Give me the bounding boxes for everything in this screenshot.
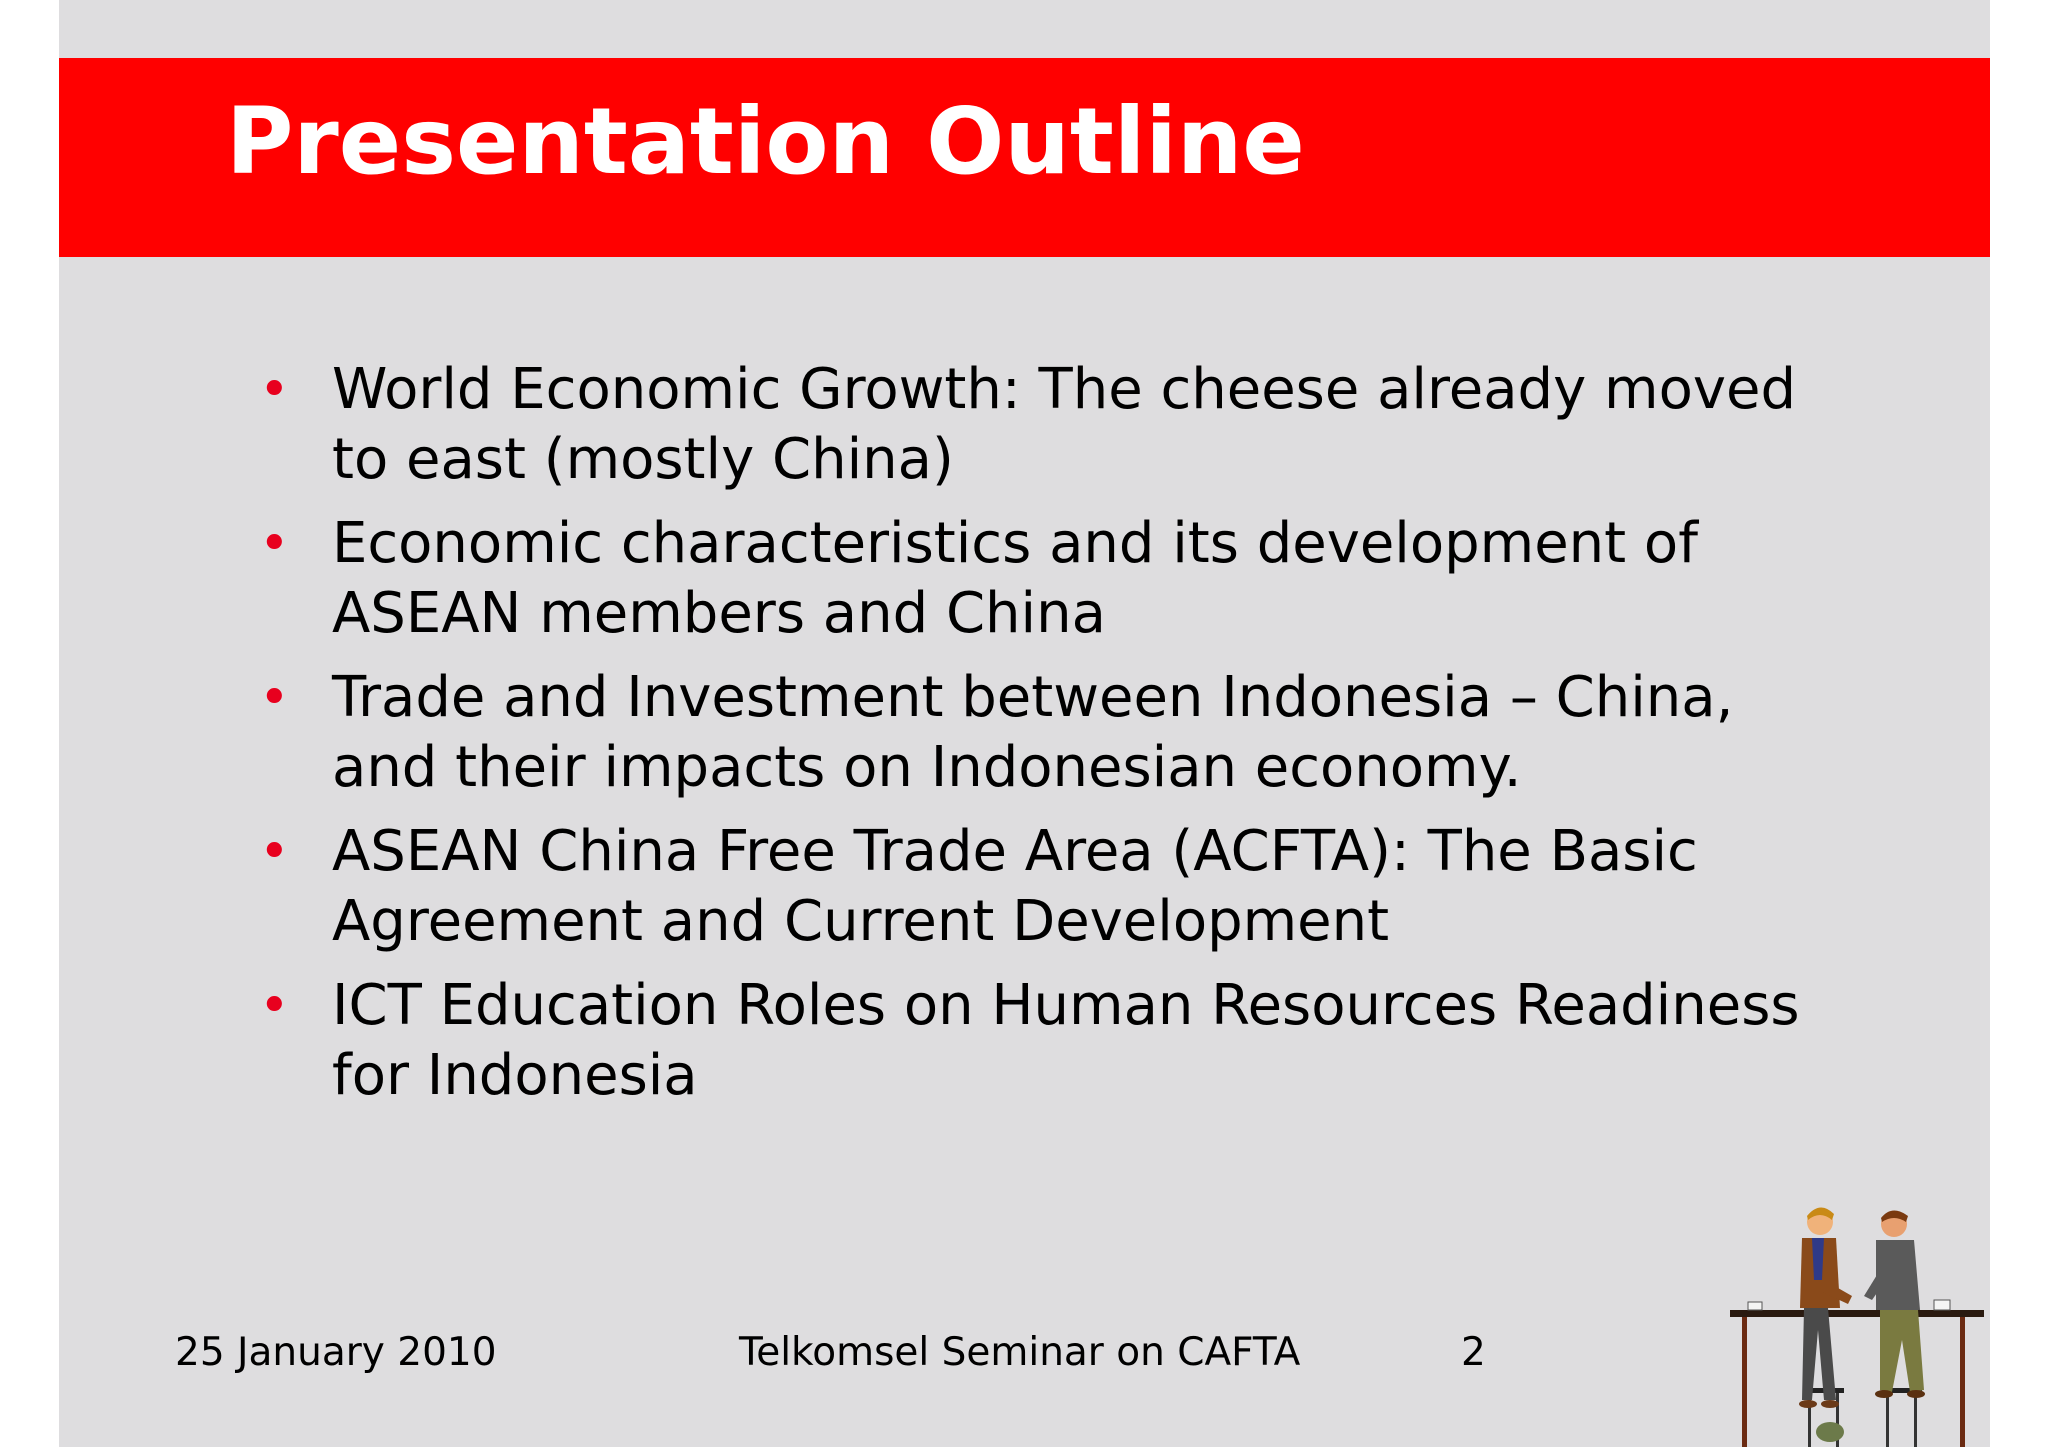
bullet-icon: • [259, 668, 290, 728]
two-men-at-cafe-table-clipart-icon [1724, 1200, 1990, 1447]
bullet-text: Trade and Investment between Indonesia – China, and their impacts on Indonesian economy. [332, 665, 1734, 800]
bullet-text: ASEAN China Free Trade Area (ACFTA): The Basic Agreement and Current Development [332, 819, 1698, 954]
bullet-item [259, 817, 1819, 957]
footer-title: Telkomsel Seminar on CAFTA [739, 1330, 1301, 1375]
bullet-item [259, 355, 1819, 495]
bullet-text: World Economic Growth: The cheese already moved to east (mostly China) [332, 357, 1796, 492]
page-number: 2 [1461, 1330, 1486, 1375]
slide [59, 0, 1990, 1447]
bullet-text: ICT Education Roles on Human Resources Readiness for Indonesia [332, 973, 1800, 1108]
bullet-item [259, 509, 1819, 649]
bullet-icon: • [259, 822, 290, 882]
bullet-item [259, 663, 1819, 803]
bullet-item [259, 971, 1819, 1111]
bullet-list [259, 355, 1819, 1125]
bullet-text: Economic characteristics and its development of ASEAN members and China [332, 511, 1698, 646]
bullet-icon: • [259, 360, 290, 420]
footer-date: 25 January 2010 [175, 1330, 497, 1375]
bullet-icon: • [259, 976, 290, 1036]
slide-title: Presentation Outline [226, 88, 1305, 195]
bullet-icon: • [259, 514, 290, 574]
